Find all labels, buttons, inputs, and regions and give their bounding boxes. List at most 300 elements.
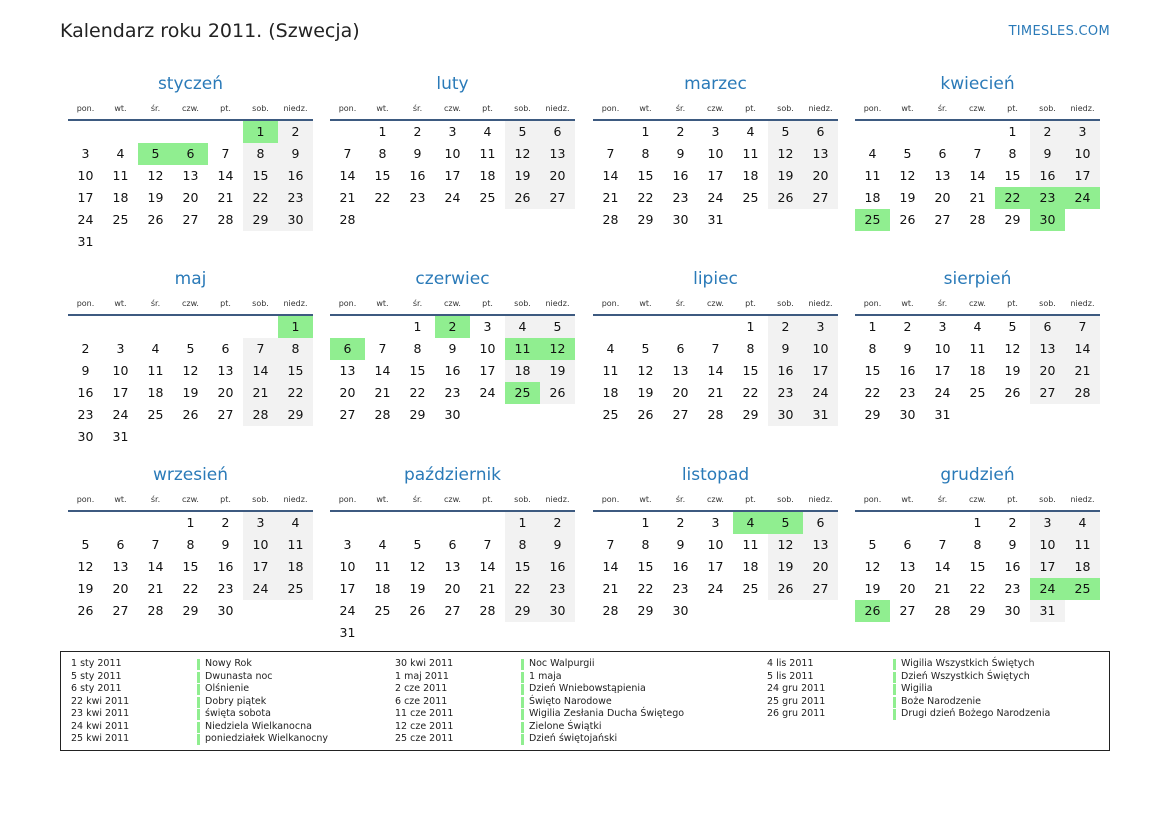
day-cell: 29: [243, 209, 278, 231]
weekday-label: pon.: [338, 104, 357, 113]
month-days: [330, 316, 575, 426]
weekday-label: wt.: [376, 495, 389, 504]
day-cell: 15: [742, 363, 759, 378]
day-cell: 12: [899, 168, 916, 183]
day-cell: 8: [186, 537, 195, 552]
empty-cell: [803, 209, 838, 231]
empty-cell: [278, 426, 313, 448]
empty-cell: [365, 622, 400, 644]
day-cell: 27: [339, 407, 356, 422]
empty-cell: [803, 600, 838, 622]
weekday-label: sob.: [1039, 495, 1056, 504]
weekday-label: czw.: [182, 299, 199, 308]
day-cell: 23: [1004, 581, 1021, 596]
day-cell: 18: [112, 190, 129, 205]
day-cell: 25: [742, 581, 759, 596]
weekday-header: [593, 104, 838, 118]
day-cell: 17: [934, 363, 951, 378]
weekday-label: śr.: [412, 104, 423, 113]
empty-cell: [103, 512, 138, 534]
day-cell: 21: [602, 581, 619, 596]
weekday-label: pt.: [745, 104, 756, 113]
day-cell: 30: [1030, 209, 1065, 231]
weekday-header: [68, 495, 313, 509]
day-cell: 12: [637, 363, 654, 378]
month-days: [593, 121, 838, 231]
day-cell: 20: [182, 190, 199, 205]
day-cell: 4: [505, 316, 540, 338]
day-cell: 23: [278, 187, 313, 209]
day-cell: 24: [934, 385, 951, 400]
holiday-marker: [893, 697, 896, 708]
day-cell: 12: [505, 143, 540, 165]
holiday-date: 23 kwi 2011: [71, 708, 130, 719]
day-cell: 30: [217, 603, 234, 618]
weekday-header: [593, 299, 838, 313]
day-cell: 30: [899, 407, 916, 422]
day-cell: 10: [77, 168, 94, 183]
month-days: [855, 512, 1100, 622]
week-row: [593, 338, 838, 360]
day-cell: 14: [217, 168, 234, 183]
day-cell: 22: [969, 581, 986, 596]
day-cell: 22: [637, 581, 654, 596]
week-row: [68, 382, 313, 404]
empty-cell: [855, 121, 890, 143]
week-row: [593, 534, 838, 556]
empty-cell: [400, 622, 435, 644]
day-cell: 24: [1065, 187, 1100, 209]
empty-cell: [278, 231, 313, 253]
day-cell: 15: [1004, 168, 1021, 183]
empty-cell: [330, 512, 365, 534]
week-row: [330, 316, 575, 338]
day-cell: 28: [243, 404, 278, 426]
day-cell: 14: [1065, 338, 1100, 360]
day-cell: 11: [1065, 534, 1100, 556]
day-cell: 6: [803, 121, 838, 143]
month-days: [855, 121, 1100, 231]
page-title: Kalendarz roku 2011. (Szwecja): [60, 20, 360, 42]
day-cell: 19: [540, 360, 575, 382]
day-cell: 27: [899, 603, 916, 618]
holiday-marker: [521, 672, 524, 683]
week-row: [855, 382, 1100, 404]
weekday-label: śr.: [150, 104, 161, 113]
empty-cell: [855, 512, 890, 534]
week-row: [593, 316, 838, 338]
day-cell: 16: [768, 360, 803, 382]
day-cell: 11: [479, 146, 496, 161]
week-row: [68, 338, 313, 360]
month-name: maj: [174, 269, 207, 289]
day-cell: 3: [711, 515, 720, 530]
weekday-label: pt.: [745, 495, 756, 504]
day-cell: 22: [374, 190, 391, 205]
day-cell: 8: [868, 341, 877, 356]
weekday-label: pt.: [220, 495, 231, 504]
weekday-label: śr.: [675, 495, 686, 504]
holiday-marker: [521, 659, 524, 670]
weekday-label: wt.: [376, 104, 389, 113]
day-cell: 9: [768, 338, 803, 360]
week-row: [330, 382, 575, 404]
holiday-marker: [521, 734, 524, 745]
day-cell: 29: [637, 212, 654, 227]
month-name: listopad: [681, 465, 750, 485]
day-cell: 31: [112, 429, 129, 444]
day-cell: 13: [444, 559, 461, 574]
empty-cell: [505, 209, 540, 231]
week-row: [330, 578, 575, 600]
weekday-label: niedz.: [283, 104, 308, 113]
weekday-label: pt.: [1007, 495, 1018, 504]
week-row: [68, 187, 313, 209]
day-cell: 24: [1030, 578, 1065, 600]
month-0: [68, 74, 313, 260]
day-cell: 25: [602, 407, 619, 422]
empty-cell: [470, 512, 505, 534]
day-cell: 29: [182, 603, 199, 618]
week-row: [330, 556, 575, 578]
week-row: [68, 360, 313, 382]
empty-cell: [278, 600, 313, 622]
day-cell: 13: [182, 168, 199, 183]
site-link[interactable]: TIMESLES.COM: [1008, 24, 1110, 39]
day-cell: 15: [409, 363, 426, 378]
day-cell: 22: [742, 385, 759, 400]
week-row: [855, 187, 1100, 209]
weekday-label: pon.: [601, 495, 620, 504]
day-cell: 23: [1030, 187, 1065, 209]
month-name: październik: [403, 465, 502, 485]
empty-cell: [138, 316, 173, 338]
day-cell: 21: [479, 581, 496, 596]
day-cell: 18: [278, 556, 313, 578]
empty-cell: [925, 512, 960, 534]
empty-cell: [138, 426, 173, 448]
day-cell: 21: [374, 385, 391, 400]
day-cell: 22: [505, 578, 540, 600]
day-cell: 11: [505, 338, 540, 360]
day-cell: 30: [540, 600, 575, 622]
day-cell: 12: [540, 338, 575, 360]
day-cell: 17: [1065, 165, 1100, 187]
day-cell: 8: [641, 537, 650, 552]
day-cell: 10: [707, 146, 724, 161]
day-cell: 8: [378, 146, 387, 161]
day-cell: 4: [606, 341, 615, 356]
day-cell: 17: [243, 556, 278, 578]
weekday-label: sob.: [777, 495, 794, 504]
empty-cell: [1065, 600, 1100, 622]
day-cell: 3: [243, 512, 278, 534]
day-cell: 4: [278, 512, 313, 534]
week-row: [855, 338, 1100, 360]
day-cell: 25: [742, 190, 759, 205]
day-cell: 4: [116, 146, 125, 161]
day-cell: 16: [77, 385, 94, 400]
day-cell: 5: [768, 512, 803, 534]
empty-cell: [330, 316, 365, 338]
day-cell: 8: [243, 143, 278, 165]
holiday-date: 24 gru 2011: [767, 683, 826, 694]
month-name: kwiecień: [940, 74, 1015, 94]
empty-cell: [505, 404, 540, 426]
week-row: [68, 209, 313, 231]
day-cell: 1: [746, 319, 755, 334]
day-cell: 24: [339, 603, 356, 618]
day-cell: 28: [147, 603, 164, 618]
day-cell: 14: [602, 168, 619, 183]
day-cell: 24: [479, 385, 496, 400]
day-cell: 23: [409, 190, 426, 205]
week-row: [855, 404, 1100, 426]
month-name: sierpień: [943, 269, 1012, 289]
week-row: [855, 165, 1100, 187]
day-cell: 16: [672, 168, 689, 183]
day-cell: 31: [77, 234, 94, 249]
week-row: [330, 512, 575, 534]
day-cell: 20: [672, 385, 689, 400]
day-cell: 30: [672, 212, 689, 227]
day-cell: 3: [483, 319, 492, 334]
weekday-label: śr.: [937, 104, 948, 113]
day-cell: 11: [969, 341, 986, 356]
week-row: [330, 165, 575, 187]
day-cell: 15: [374, 168, 391, 183]
holiday-date: 12 cze 2011: [395, 720, 454, 732]
day-cell: 28: [602, 603, 619, 618]
day-cell: 16: [899, 363, 916, 378]
weekday-label: pt.: [220, 104, 231, 113]
weekday-label: pon.: [863, 104, 882, 113]
day-cell: 4: [483, 124, 492, 139]
holiday-date: 6 cze 2011: [395, 695, 448, 707]
day-cell: 2: [676, 515, 685, 530]
holiday-name: Noc Walpurgii: [529, 658, 595, 669]
empty-cell: [173, 426, 208, 448]
day-cell: 21: [969, 190, 986, 205]
holiday-legend: [60, 651, 1110, 751]
holiday-name: Wigilia Zesłania Ducha Świętego: [529, 708, 685, 719]
day-cell: 28: [374, 407, 391, 422]
day-cell: 27: [217, 407, 234, 422]
empty-cell: [208, 121, 243, 143]
weekday-header: [330, 104, 575, 118]
day-cell: 2: [903, 319, 912, 334]
weekday-label: wt.: [114, 104, 127, 113]
day-cell: 20: [803, 165, 838, 187]
day-cell: 26: [768, 578, 803, 600]
day-cell: 22: [278, 382, 313, 404]
week-row: [68, 231, 313, 253]
day-cell: 1: [413, 319, 422, 334]
month-6: [593, 269, 838, 455]
week-row: [68, 316, 313, 338]
holiday-marker: [197, 659, 200, 670]
weekday-label: pon.: [338, 495, 357, 504]
weekday-label: sob.: [252, 104, 269, 113]
week-row: [593, 404, 838, 426]
day-cell: 5: [641, 341, 650, 356]
month-days: [593, 512, 838, 622]
day-cell: 20: [112, 581, 129, 596]
empty-cell: [243, 426, 278, 448]
empty-cell: [1065, 404, 1100, 426]
day-cell: 9: [676, 146, 685, 161]
weekday-label: pon.: [863, 495, 882, 504]
day-cell: 5: [81, 537, 90, 552]
holiday-date: 22 kwi 2011: [71, 695, 130, 707]
day-cell: 21: [217, 190, 234, 205]
day-cell: 14: [339, 168, 356, 183]
day-cell: 15: [637, 168, 654, 183]
day-cell: 10: [112, 363, 129, 378]
holiday-name: Dzień świętojański: [529, 733, 618, 744]
day-cell: 25: [969, 385, 986, 400]
day-cell: 19: [409, 581, 426, 596]
day-cell: 30: [1004, 603, 1021, 618]
week-row: [855, 143, 1100, 165]
month-11: [855, 465, 1100, 651]
holiday-name: 1 maja: [529, 670, 562, 682]
day-cell: 17: [803, 360, 838, 382]
weekday-label: śr.: [675, 299, 686, 308]
weekday-label: pt.: [482, 104, 493, 113]
holiday-name: Zielone Świątki: [529, 720, 602, 732]
day-cell: 20: [217, 385, 234, 400]
day-cell: 18: [374, 581, 391, 596]
day-cell: 17: [707, 559, 724, 574]
holiday-marker: [893, 684, 896, 695]
day-cell: 14: [479, 559, 496, 574]
month-2: [593, 74, 838, 260]
day-cell: 26: [768, 187, 803, 209]
weekday-label: pon.: [601, 104, 620, 113]
day-cell: 24: [707, 581, 724, 596]
day-cell: 6: [676, 341, 685, 356]
day-cell: 3: [1065, 121, 1100, 143]
day-cell: 2: [81, 341, 90, 356]
day-cell: 31: [707, 212, 724, 227]
day-cell: 30: [444, 407, 461, 422]
day-cell: 13: [1030, 338, 1065, 360]
day-cell: 24: [707, 190, 724, 205]
month-name: czerwiec: [415, 269, 490, 289]
day-cell: 16: [278, 165, 313, 187]
empty-cell: [400, 209, 435, 231]
day-cell: 27: [803, 187, 838, 209]
month-days: [68, 512, 313, 622]
day-cell: 28: [339, 212, 356, 227]
weekday-label: niedz.: [1070, 104, 1095, 113]
weekday-label: czw.: [707, 299, 724, 308]
day-cell: 10: [339, 559, 356, 574]
day-cell: 29: [1004, 212, 1021, 227]
day-cell: 15: [505, 556, 540, 578]
day-cell: 17: [112, 385, 129, 400]
weekday-label: niedz.: [808, 299, 833, 308]
weekday-label: pon.: [863, 299, 882, 308]
day-cell: 2: [676, 124, 685, 139]
day-cell: 22: [637, 190, 654, 205]
week-row: [593, 187, 838, 209]
holiday-date: 25 kwi 2011: [71, 733, 130, 744]
day-cell: 1: [973, 515, 982, 530]
weekday-label: śr.: [937, 495, 948, 504]
weekday-label: pt.: [1007, 299, 1018, 308]
day-cell: 27: [112, 603, 129, 618]
holiday-marker: [197, 734, 200, 745]
day-cell: 26: [637, 407, 654, 422]
empty-cell: [173, 231, 208, 253]
weekday-label: pt.: [745, 299, 756, 308]
day-cell: 18: [505, 360, 540, 382]
week-row: [855, 121, 1100, 143]
day-cell: 17: [1030, 556, 1065, 578]
day-cell: 9: [1030, 143, 1065, 165]
week-row: [330, 209, 575, 231]
empty-cell: [330, 121, 365, 143]
day-cell: 17: [339, 581, 356, 596]
week-row: [593, 209, 838, 231]
day-cell: 13: [672, 363, 689, 378]
day-cell: 6: [938, 146, 947, 161]
day-cell: 14: [147, 559, 164, 574]
week-row: [68, 600, 313, 622]
day-cell: 24: [112, 407, 129, 422]
day-cell: 19: [864, 581, 881, 596]
day-cell: 29: [637, 603, 654, 618]
weekday-label: czw.: [444, 104, 461, 113]
weekday-label: śr.: [937, 299, 948, 308]
day-cell: 10: [707, 537, 724, 552]
holiday-date: 4 lis 2011: [767, 658, 814, 669]
week-row: [330, 360, 575, 382]
day-cell: 13: [934, 168, 951, 183]
day-cell: 4: [151, 341, 160, 356]
day-cell: 2: [1030, 121, 1065, 143]
week-row: [855, 556, 1100, 578]
empty-cell: [138, 121, 173, 143]
day-cell: 3: [448, 124, 457, 139]
day-cell: 30: [77, 429, 94, 444]
weekday-label: wt.: [376, 299, 389, 308]
day-cell: 22: [182, 581, 199, 596]
week-row: [855, 316, 1100, 338]
day-cell: 20: [1030, 360, 1065, 382]
weekday-label: sob.: [514, 299, 531, 308]
day-cell: 24: [243, 578, 278, 600]
weekday-label: pon.: [76, 495, 95, 504]
empty-cell: [470, 622, 505, 644]
day-cell: 21: [707, 385, 724, 400]
holiday-marker: [893, 709, 896, 720]
holiday-marker: [893, 659, 896, 670]
day-cell: 12: [77, 559, 94, 574]
day-cell: 30: [768, 404, 803, 426]
day-cell: 23: [672, 581, 689, 596]
day-cell: 28: [934, 603, 951, 618]
day-cell: 2: [278, 121, 313, 143]
day-cell: 7: [606, 537, 615, 552]
day-cell: 27: [672, 407, 689, 422]
week-row: [593, 578, 838, 600]
day-cell: 7: [938, 537, 947, 552]
weekday-label: śr.: [150, 299, 161, 308]
day-cell: 25: [479, 190, 496, 205]
